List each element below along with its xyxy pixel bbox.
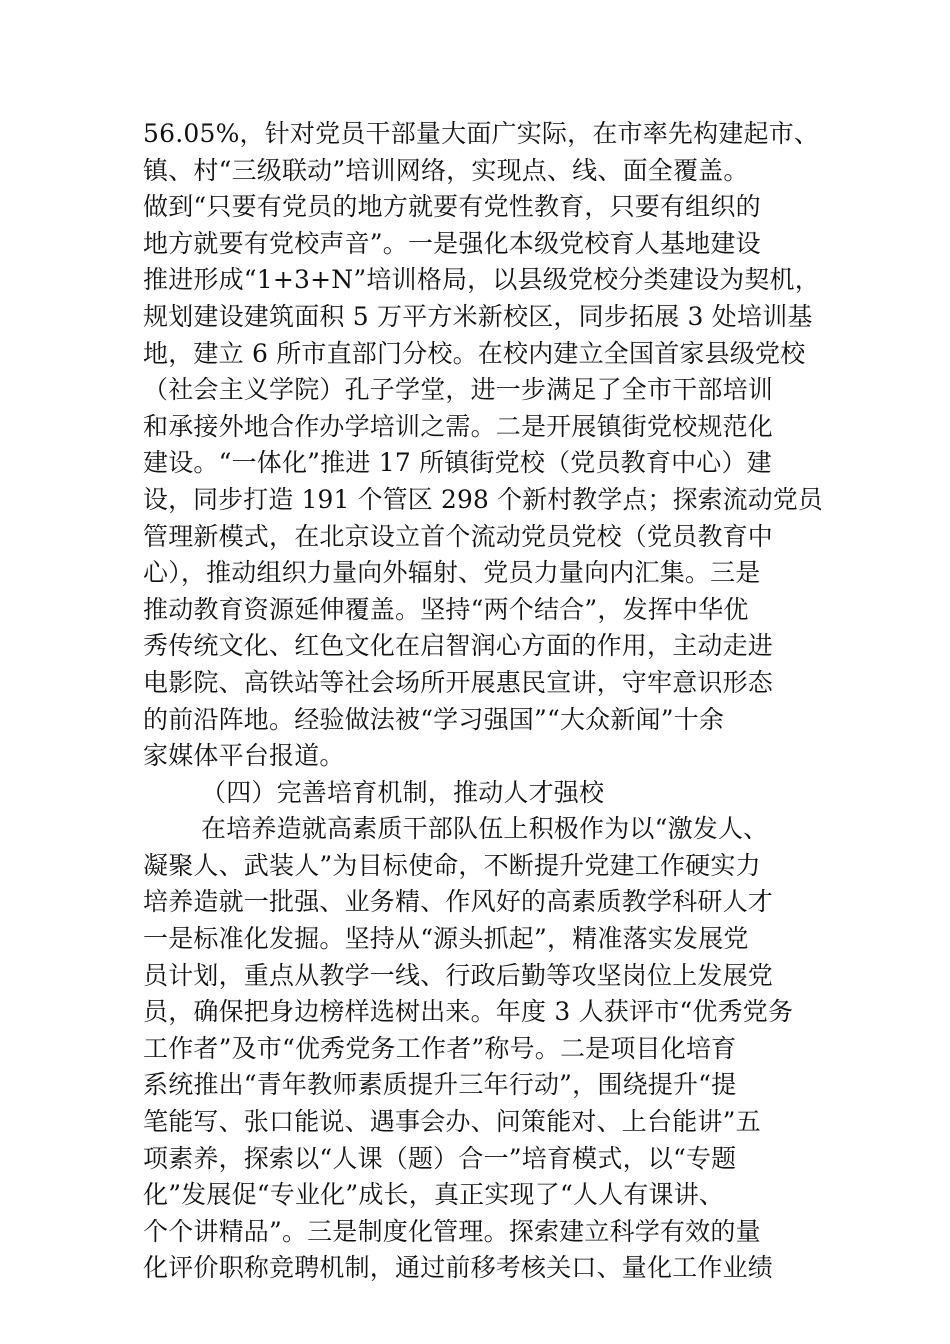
- text-line: 一是标准化发掘。坚持从“源头抓起”，精准落实发展党: [143, 924, 749, 954]
- text-line: 家媒体平台报道。: [143, 741, 345, 771]
- text-line: 电影院、高铁站等社会场所开展惠民宣讲，守牢意识形态: [143, 667, 774, 697]
- text-line: 系统推出“青年教师素质提升三年行动”，围绕提升“提: [143, 1070, 737, 1100]
- text-line: 规划建设建筑面积 5 万平方米新校区，同步拓展 3 处培训基: [143, 301, 813, 331]
- text-line: 做到“只要有党员的地方就要有党性教育，只要有组织的: [143, 192, 761, 222]
- text-line: 化评价职称竞聘机制，通过前移考核关口、量化工作业绩: [143, 1253, 774, 1283]
- document-body: [143, 116, 823, 1287]
- text-line: 秀传统文化、红色文化在启智润心方面的作用，主动走进: [143, 631, 774, 661]
- text-line: 项素养，探索以“人课（题）合一”培育模式，以“专题: [143, 1143, 737, 1173]
- text-line: 和承接外地合作办学培训之需。二是开展镇街党校规范化: [143, 411, 774, 441]
- text-line: 的前沿阵地。经验做法被“学习强国”“大众新闻”十余: [143, 704, 725, 734]
- text-line: 56.05%，针对党员干部量大面广实际，在市率先构建起市、: [143, 119, 820, 148]
- text-line: 个个讲精品”。三是制度化管理。探索建立科学有效的量: [143, 1216, 761, 1246]
- text-line: 工作者”及市“优秀党务工作者”称号。二是项目化培育: [143, 1033, 737, 1063]
- text-line: 化”发展促“专业化”成长，真正实现了“人人有课讲、: [143, 1180, 725, 1210]
- text-line: 在培养造就高素质干部队伍上积极作为以“激发人、: [201, 814, 769, 844]
- text-line: 心），推动组织力量向外辐射、党员力量向内汇集。三是: [143, 558, 761, 588]
- text-line: 员，确保把身边榜样选树出来。年度 3 人获评市“优秀党务: [143, 997, 794, 1027]
- text-line: 地，建立 6 所市直部门分校。在校内建立全国首家县级党校: [143, 338, 806, 368]
- text-line: 凝聚人、武装人”为目标使命，不断提升党建工作硬实力: [143, 850, 761, 880]
- text-line: 设，同步打造 191 个管区 298 个新村教学点；探索流动党员: [143, 484, 824, 514]
- text-line: 笔能写、张口能说、遇事会办、问策能对、上台能讲”五: [143, 1107, 761, 1137]
- text-line: 员计划，重点从教学一线、行政后勤等攻坚岗位上发展党: [143, 960, 774, 990]
- section-heading: （四）完善培育机制，推动人才强校: [201, 777, 605, 807]
- text-line: 推动教育资源延伸覆盖。坚持“两个结合”，发挥中华优: [143, 594, 749, 624]
- text-line: 地方就要有党校声音”。一是强化本级党校育人基地建设: [143, 228, 761, 258]
- text-line: 管理新模式，在北京设立首个流动党员党校（党员教育中: [143, 521, 774, 551]
- text-line: （社会主义学院）孔子学堂，进一步满足了全市干部培训: [143, 375, 774, 405]
- text-line: 镇、村“三级联动”培训网络，实现点、线、面全覆盖。: [143, 155, 749, 185]
- text-line: 培养造就一批强、业务精、作风好的高素质教学科研人才: [143, 887, 774, 917]
- text-line: 建设。“一体化”推进 17 所镇街党校（党员教育中心）建: [143, 448, 772, 478]
- text-line: 推进形成“1+3+N”培训格局，以县级党校分类建设为契机，: [143, 265, 820, 295]
